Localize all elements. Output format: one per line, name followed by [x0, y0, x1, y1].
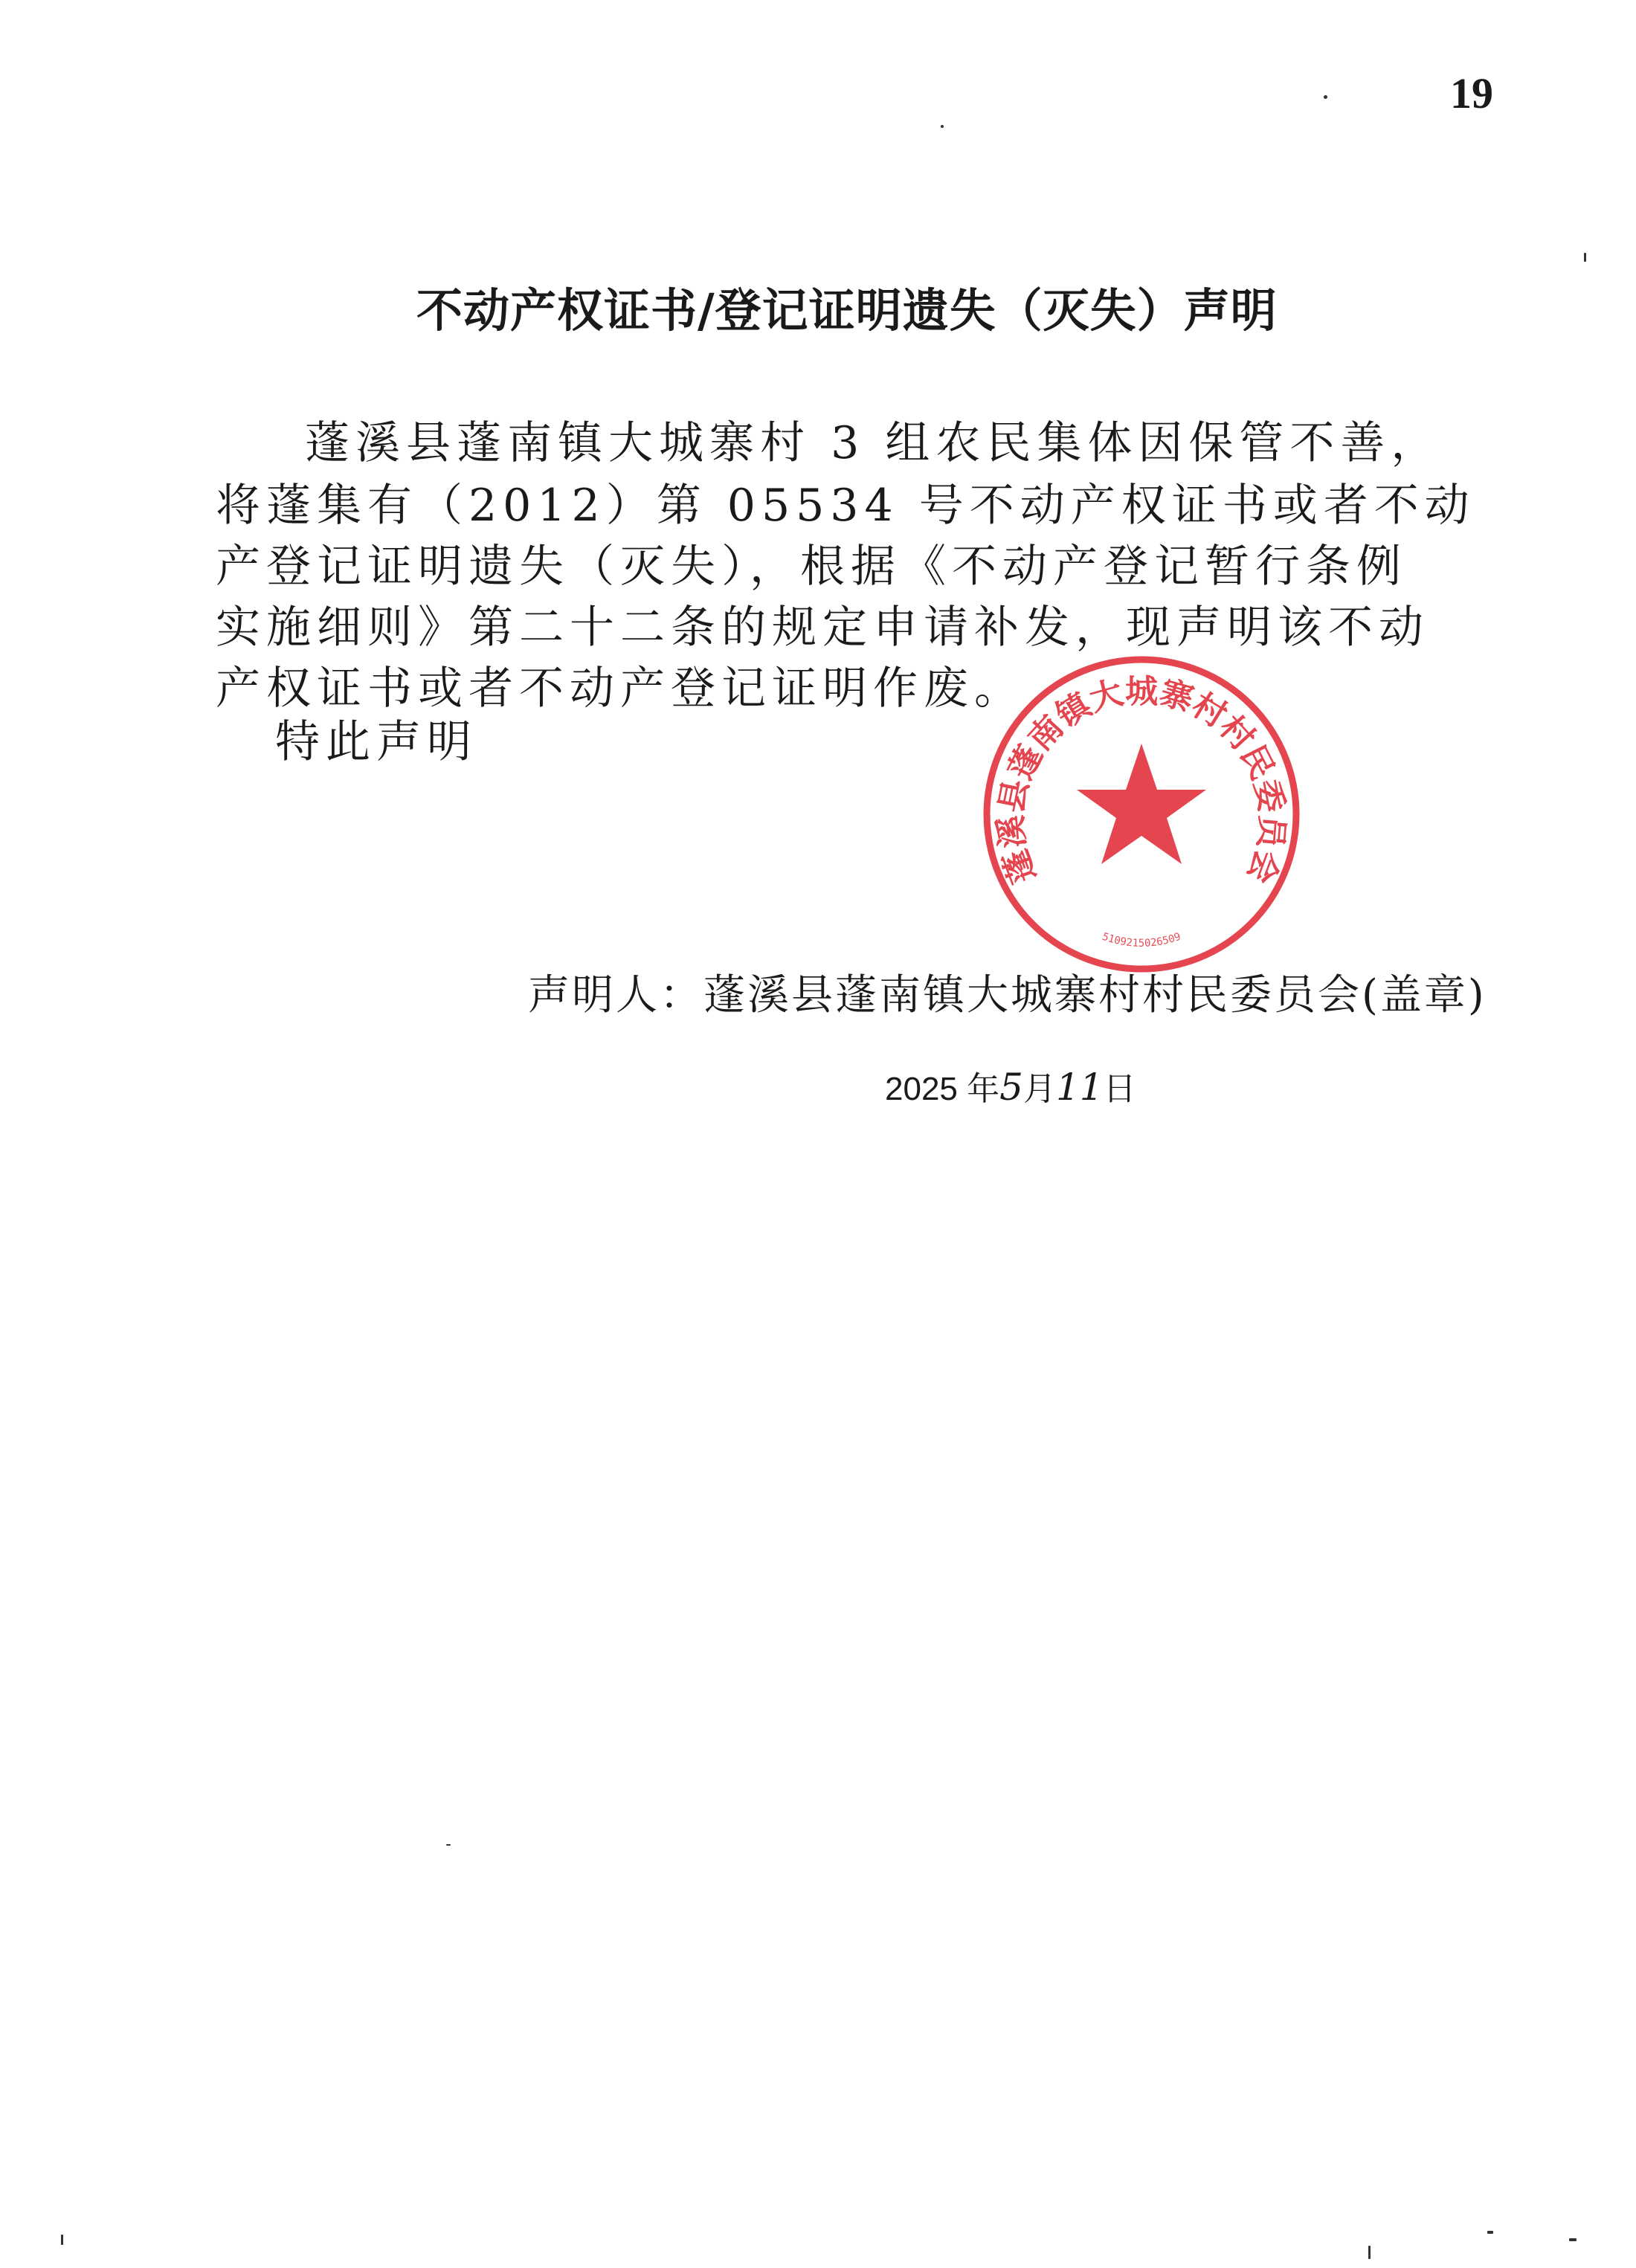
date-month-char: 月	[1022, 1071, 1056, 1107]
date-year: 2025	[885, 1071, 958, 1107]
date-year-char: 年	[967, 1071, 1000, 1107]
date-day: 11	[1055, 1066, 1104, 1109]
scan-speck	[1487, 2231, 1493, 2234]
scan-speck	[1368, 2246, 1371, 2259]
closing-statement: 特此声明	[275, 716, 477, 768]
scan-speck	[1324, 95, 1327, 99]
seal-text-path: 蓬溪县蓬南镇大城寨村村民委员会	[991, 672, 1292, 889]
body-line: 蓬溪县蓬南镇大城寨村 3 组农民集体因保管不善，	[305, 417, 1442, 469]
seal-code-path: 5109215026509	[1100, 930, 1183, 950]
body-line: 产权证书或者不动产登记证明作废。	[216, 663, 1025, 715]
declarant-line: 声明人：蓬溪县蓬南镇大城寨村村民委员会(盖章)	[528, 971, 1487, 1019]
scan-speck	[941, 125, 944, 128]
scan-speck	[446, 1844, 451, 1846]
page-number: 19	[1450, 69, 1493, 117]
official-seal-icon	[974, 647, 1309, 982]
date-line	[885, 1062, 1136, 1109]
scan-speck	[1569, 2238, 1577, 2241]
scan-speck	[61, 2235, 63, 2245]
date-month: 5	[999, 1066, 1023, 1109]
seal-star-icon	[1077, 744, 1206, 864]
body-line: 将蓬集有（2012）第 05534 号不动产权证书或者不动	[216, 480, 1475, 532]
date-day-char: 日	[1103, 1071, 1136, 1107]
seal-code	[1101, 931, 1182, 950]
scan-speck	[1584, 253, 1586, 262]
document-title: 不动产权证书/登记证明遗失（灭失）声明	[416, 283, 1278, 338]
body-line: 产登记证明遗失（灭失），根据《不动产登记暂行条例	[216, 541, 1407, 593]
body-line: 实施细则》第二十二条的规定申请补发，现声明该不动	[216, 602, 1429, 654]
